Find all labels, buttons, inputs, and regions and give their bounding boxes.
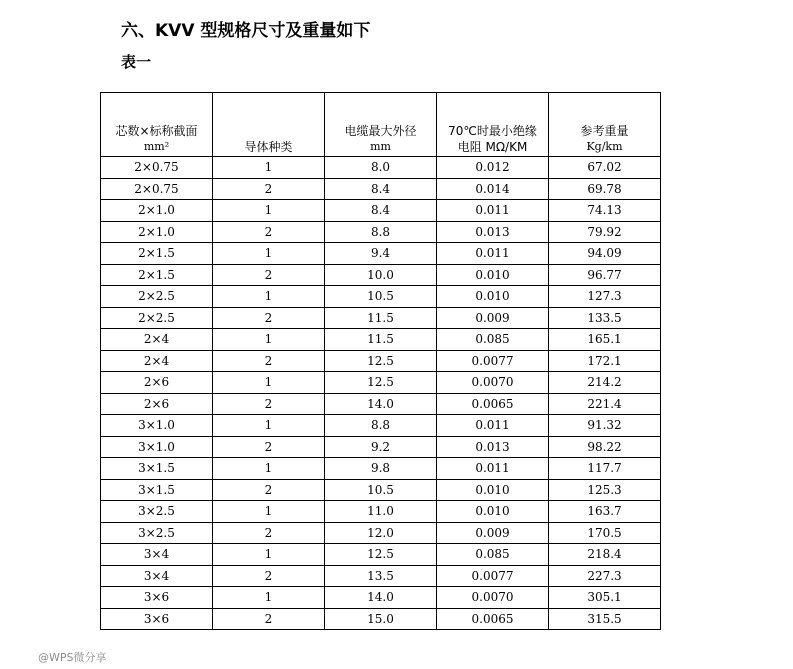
cell-insulation-resistance: 0.011 bbox=[437, 415, 549, 437]
cell-cores-section: 3×4 bbox=[101, 544, 213, 566]
cell-weight: 227.3 bbox=[549, 565, 661, 587]
cell-max-diameter: 10.5 bbox=[325, 479, 437, 501]
table-row bbox=[101, 415, 661, 437]
cell-max-diameter: 10.0 bbox=[325, 264, 437, 286]
cell-cores-section: 3×6 bbox=[101, 608, 213, 630]
cell-weight: 67.02 bbox=[549, 157, 661, 179]
cell-max-diameter: 14.0 bbox=[325, 393, 437, 415]
header-conductor-type bbox=[213, 93, 325, 157]
cell-cores-section: 3×1.5 bbox=[101, 479, 213, 501]
cell-insulation-resistance: 0.011 bbox=[437, 458, 549, 480]
header-line: 导体种类 bbox=[244, 140, 293, 154]
cell-weight: 170.5 bbox=[549, 522, 661, 544]
table-row bbox=[101, 286, 661, 308]
table-body bbox=[101, 157, 661, 630]
cell-max-diameter: 12.5 bbox=[325, 372, 437, 394]
cell-insulation-resistance: 0.0070 bbox=[437, 372, 549, 394]
cell-conductor-type: 1 bbox=[213, 372, 325, 394]
cell-max-diameter: 9.4 bbox=[325, 243, 437, 265]
cell-weight: 172.1 bbox=[549, 350, 661, 372]
header-reference-weight bbox=[549, 93, 661, 157]
cell-insulation-resistance: 0.085 bbox=[437, 544, 549, 566]
cell-weight: 117.7 bbox=[549, 458, 661, 480]
cell-conductor-type: 1 bbox=[213, 157, 325, 179]
cell-cores-section: 2×1.0 bbox=[101, 200, 213, 222]
cell-insulation-resistance: 0.011 bbox=[437, 200, 549, 222]
table-caption: 表一 bbox=[121, 53, 152, 71]
cell-max-diameter: 11.0 bbox=[325, 501, 437, 523]
cell-conductor-type: 2 bbox=[213, 479, 325, 501]
cell-insulation-resistance: 0.0065 bbox=[437, 393, 549, 415]
cell-conductor-type: 1 bbox=[213, 200, 325, 222]
table-row bbox=[101, 200, 661, 222]
cell-weight: 214.2 bbox=[549, 372, 661, 394]
cell-weight: 79.92 bbox=[549, 221, 661, 243]
table-row bbox=[101, 307, 661, 329]
cell-max-diameter: 8.8 bbox=[325, 221, 437, 243]
cell-insulation-resistance: 0.011 bbox=[437, 243, 549, 265]
table-row bbox=[101, 587, 661, 609]
cell-max-diameter: 8.0 bbox=[325, 157, 437, 179]
cell-weight: 69.78 bbox=[549, 178, 661, 200]
cell-weight: 96.77 bbox=[549, 264, 661, 286]
table-row bbox=[101, 436, 661, 458]
table-row bbox=[101, 178, 661, 200]
cell-insulation-resistance: 0.013 bbox=[437, 436, 549, 458]
header-insulation-resistance bbox=[437, 93, 549, 157]
cell-conductor-type: 1 bbox=[213, 501, 325, 523]
cell-cores-section: 2×1.5 bbox=[101, 243, 213, 265]
cell-insulation-resistance: 0.0070 bbox=[437, 587, 549, 609]
cell-weight: 74.13 bbox=[549, 200, 661, 222]
cell-weight: 98.22 bbox=[549, 436, 661, 458]
cell-cores-section: 3×1.0 bbox=[101, 415, 213, 437]
cell-insulation-resistance: 0.0065 bbox=[437, 608, 549, 630]
cell-max-diameter: 8.4 bbox=[325, 200, 437, 222]
cell-conductor-type: 2 bbox=[213, 307, 325, 329]
header-line: 电阻 MΩ/KM bbox=[457, 140, 528, 154]
cell-max-diameter: 14.0 bbox=[325, 587, 437, 609]
header-line: 芯数×标称截面 bbox=[115, 124, 198, 138]
cell-weight: 133.5 bbox=[549, 307, 661, 329]
cell-insulation-resistance: 0.0077 bbox=[437, 565, 549, 587]
cell-cores-section: 2×0.75 bbox=[101, 178, 213, 200]
table-row bbox=[101, 372, 661, 394]
cell-conductor-type: 2 bbox=[213, 522, 325, 544]
table-row bbox=[101, 544, 661, 566]
cell-max-diameter: 8.8 bbox=[325, 415, 437, 437]
cell-conductor-type: 2 bbox=[213, 393, 325, 415]
cell-cores-section: 2×1.0 bbox=[101, 221, 213, 243]
header-line: 参考重量 bbox=[580, 124, 629, 138]
table-row bbox=[101, 221, 661, 243]
cell-weight: 94.09 bbox=[549, 243, 661, 265]
cell-max-diameter: 11.5 bbox=[325, 329, 437, 351]
table-row bbox=[101, 565, 661, 587]
section-heading: 六、KVV 型规格尺寸及重量如下 bbox=[121, 21, 371, 41]
cell-conductor-type: 1 bbox=[213, 544, 325, 566]
table-row bbox=[101, 479, 661, 501]
cell-weight: 127.3 bbox=[549, 286, 661, 308]
cell-conductor-type: 1 bbox=[213, 587, 325, 609]
table-row bbox=[101, 608, 661, 630]
cell-conductor-type: 1 bbox=[213, 329, 325, 351]
spec-table bbox=[100, 92, 661, 630]
cell-weight: 315.5 bbox=[549, 608, 661, 630]
cell-conductor-type: 2 bbox=[213, 264, 325, 286]
cell-max-diameter: 10.5 bbox=[325, 286, 437, 308]
cell-cores-section: 3×1.5 bbox=[101, 458, 213, 480]
cell-cores-section: 2×2.5 bbox=[101, 307, 213, 329]
cell-conductor-type: 2 bbox=[213, 221, 325, 243]
cell-conductor-type: 2 bbox=[213, 178, 325, 200]
cell-conductor-type: 2 bbox=[213, 608, 325, 630]
table-row bbox=[101, 329, 661, 351]
table-row bbox=[101, 501, 661, 523]
cell-insulation-resistance: 0.009 bbox=[437, 522, 549, 544]
cell-insulation-resistance: 0.010 bbox=[437, 501, 549, 523]
table-row bbox=[101, 350, 661, 372]
cell-weight: 218.4 bbox=[549, 544, 661, 566]
header-unit: Kg/km bbox=[586, 140, 623, 153]
wps-watermark: @WPS微分享 bbox=[38, 651, 107, 664]
cell-conductor-type: 2 bbox=[213, 350, 325, 372]
header-cores-section bbox=[101, 93, 213, 157]
cell-cores-section: 2×1.5 bbox=[101, 264, 213, 286]
cell-weight: 221.4 bbox=[549, 393, 661, 415]
cell-insulation-resistance: 0.010 bbox=[437, 286, 549, 308]
cell-insulation-resistance: 0.014 bbox=[437, 178, 549, 200]
header-line: 电缆最大外径 bbox=[344, 124, 417, 138]
cell-max-diameter: 13.5 bbox=[325, 565, 437, 587]
cell-conductor-type: 1 bbox=[213, 415, 325, 437]
cell-cores-section: 3×1.0 bbox=[101, 436, 213, 458]
cell-conductor-type: 1 bbox=[213, 243, 325, 265]
cell-insulation-resistance: 0.013 bbox=[437, 221, 549, 243]
cell-insulation-resistance: 0.010 bbox=[437, 264, 549, 286]
header-unit: mm² bbox=[143, 140, 170, 153]
cell-insulation-resistance: 0.009 bbox=[437, 307, 549, 329]
table-row bbox=[101, 264, 661, 286]
cell-weight: 125.3 bbox=[549, 479, 661, 501]
cell-insulation-resistance: 0.0077 bbox=[437, 350, 549, 372]
header-unit: mm bbox=[370, 140, 391, 153]
cell-insulation-resistance: 0.085 bbox=[437, 329, 549, 351]
cell-max-diameter: 12.5 bbox=[325, 544, 437, 566]
cell-conductor-type: 2 bbox=[213, 436, 325, 458]
cell-max-diameter: 9.8 bbox=[325, 458, 437, 480]
cell-insulation-resistance: 0.010 bbox=[437, 479, 549, 501]
header-max-outer-diameter bbox=[325, 93, 437, 157]
cell-cores-section: 2×6 bbox=[101, 393, 213, 415]
cell-cores-section: 2×2.5 bbox=[101, 286, 213, 308]
cell-cores-section: 2×6 bbox=[101, 372, 213, 394]
cell-cores-section: 3×2.5 bbox=[101, 522, 213, 544]
cell-max-diameter: 11.5 bbox=[325, 307, 437, 329]
cell-max-diameter: 12.0 bbox=[325, 522, 437, 544]
cell-weight: 91.32 bbox=[549, 415, 661, 437]
table-row bbox=[101, 243, 661, 265]
table-row bbox=[101, 157, 661, 179]
cell-cores-section: 2×4 bbox=[101, 350, 213, 372]
cell-max-diameter: 8.4 bbox=[325, 178, 437, 200]
cell-max-diameter: 9.2 bbox=[325, 436, 437, 458]
cell-insulation-resistance: 0.012 bbox=[437, 157, 549, 179]
cell-conductor-type: 2 bbox=[213, 565, 325, 587]
cell-weight: 165.1 bbox=[549, 329, 661, 351]
cell-cores-section: 3×4 bbox=[101, 565, 213, 587]
cell-conductor-type: 1 bbox=[213, 286, 325, 308]
cell-conductor-type: 1 bbox=[213, 458, 325, 480]
table-header-row bbox=[101, 93, 661, 157]
cell-cores-section: 3×6 bbox=[101, 587, 213, 609]
cell-cores-section: 3×2.5 bbox=[101, 501, 213, 523]
table-row bbox=[101, 458, 661, 480]
table-row bbox=[101, 393, 661, 415]
cell-max-diameter: 12.5 bbox=[325, 350, 437, 372]
cell-max-diameter: 15.0 bbox=[325, 608, 437, 630]
header-line: 70℃时最小绝缘 bbox=[448, 124, 537, 138]
cell-cores-section: 2×4 bbox=[101, 329, 213, 351]
cell-cores-section: 2×0.75 bbox=[101, 157, 213, 179]
cell-weight: 305.1 bbox=[549, 587, 661, 609]
table-row bbox=[101, 522, 661, 544]
cell-weight: 163.7 bbox=[549, 501, 661, 523]
